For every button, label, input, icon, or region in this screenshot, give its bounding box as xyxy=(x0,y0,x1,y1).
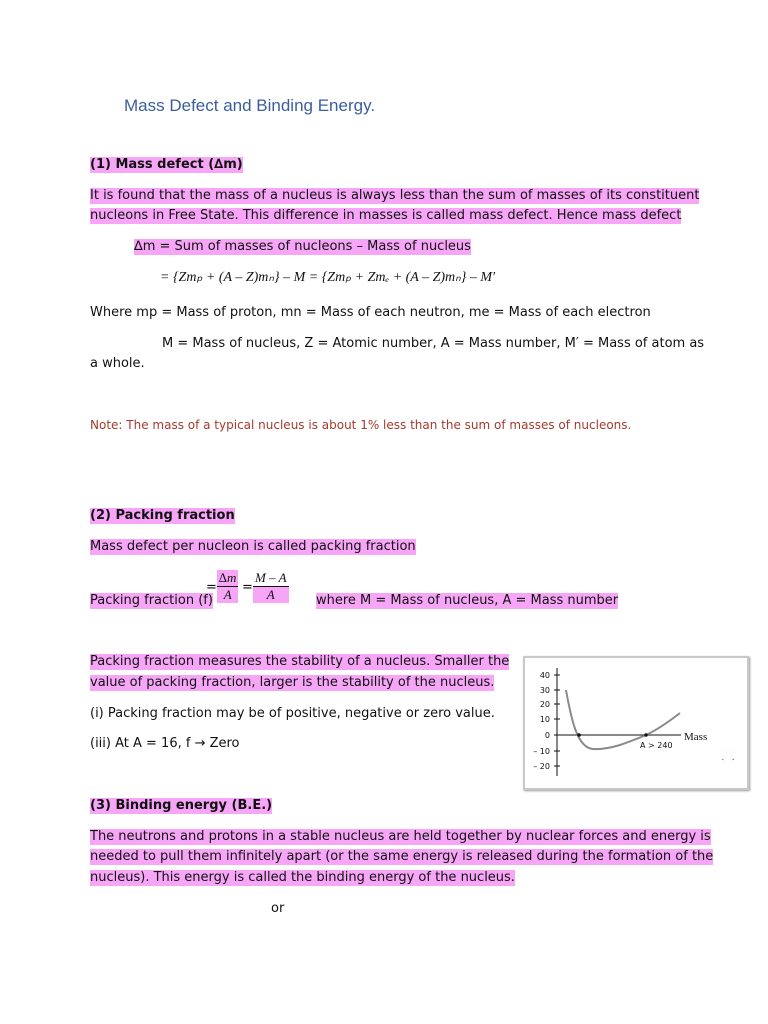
graph-svg xyxy=(525,658,747,788)
graph-y-tick: – 10 xyxy=(533,747,550,756)
fraction1-denominator: A xyxy=(217,587,238,603)
graph-y-tick: 30 xyxy=(539,686,550,695)
packing-fraction-label: Packing fraction (f) xyxy=(90,593,213,608)
mass-defect-formula: ∆m = Sum of masses of nucleons – Mass of nucleus xyxy=(134,239,471,254)
equals-sign-2: = xyxy=(242,580,253,595)
graph-annotation: A > 240 xyxy=(640,741,673,750)
fraction2-denominator: A xyxy=(253,587,289,603)
binding-energy-line1: The neutrons and protons in a stable nucleus are held together by nuclear forces and energy is xyxy=(90,829,711,844)
stability-line1: Packing fraction measures the stability of a nucleus. Smaller the xyxy=(90,654,510,669)
page-title: Mass Defect and Binding Energy. xyxy=(124,96,376,115)
packing-fraction-where: where M = Mass of nucleus, A = Mass number xyxy=(316,593,619,608)
mass-defect-expanded-formula: = {Zmₚ + (A – Z)mₙ} – M = {Zmₚ + Zmₑ + (A – Z)mₙ} – M′ xyxy=(160,270,496,285)
graph-xlabel-line1: Mass xyxy=(684,731,708,743)
section-heading-packing-fraction: (2) Packing fraction xyxy=(90,508,235,523)
graph-zero-crossing-point xyxy=(644,733,648,737)
where-definitions-line: Where mp = Mass of proton, mn = Mass of each neutron, me = Mass of each electron xyxy=(90,305,651,320)
binding-energy-line3: nucleus). This energy is called the binding energy of the nucleus. xyxy=(90,870,515,885)
section-heading-mass-defect: (1) Mass defect (∆m) xyxy=(90,157,243,172)
fraction2-numerator: M – A xyxy=(255,570,287,585)
graph-y-tick: 20 xyxy=(539,700,550,709)
fraction-m-minus-a-over-a xyxy=(253,570,289,603)
point-positive-negative-zero: (i) Packing fraction may be of positive, negative or zero value. xyxy=(90,706,495,721)
section-heading-binding-energy: (3) Binding energy (B.E.) xyxy=(90,798,273,813)
graph-label-clip xyxy=(680,751,746,759)
fraction-delta-m-over-a xyxy=(217,570,238,603)
note-text: Note: The mass of a typical nucleus is about 1% less than the sum of masses of nucleons. xyxy=(90,418,632,432)
equals-sign-1: = xyxy=(206,580,217,595)
mass-defect-paragraph-line2: nucleons in Free State. This difference in masses is called mass defect. Hence mass defect xyxy=(90,208,682,223)
fraction1-numerator: ∆m xyxy=(219,570,237,585)
packing-fraction-definition: Mass defect per nucleon is called packing fraction xyxy=(90,539,416,554)
point-a16-zero: (iii) At A = 16, f → Zero xyxy=(90,736,240,751)
graph-y-tick: 0 xyxy=(544,731,550,740)
graph-y-tick: 40 xyxy=(539,671,550,680)
graph-zero-crossing-point xyxy=(577,733,581,737)
graph-y-tick: 10 xyxy=(539,715,550,724)
or-text: or xyxy=(271,901,285,916)
stability-line2: value of packing fraction, larger is the stability of the nucleus. xyxy=(90,675,495,690)
mass-defect-paragraph-line1: It is found that the mass of a nucleus is always less than the sum of masses of its constituent xyxy=(90,188,700,203)
symbol-definitions-line1: M = Mass of nucleus, Z = Atomic number, A = Mass number, M′ = Mass of atom as xyxy=(162,336,705,351)
graph-y-tick: – 20 xyxy=(533,762,550,771)
binding-energy-line2: needed to pull them infinitely apart (or the same energy is released during the formation of the xyxy=(90,849,714,864)
packing-fraction-graph xyxy=(523,656,749,790)
symbol-definitions-line2: a whole. xyxy=(90,356,145,371)
